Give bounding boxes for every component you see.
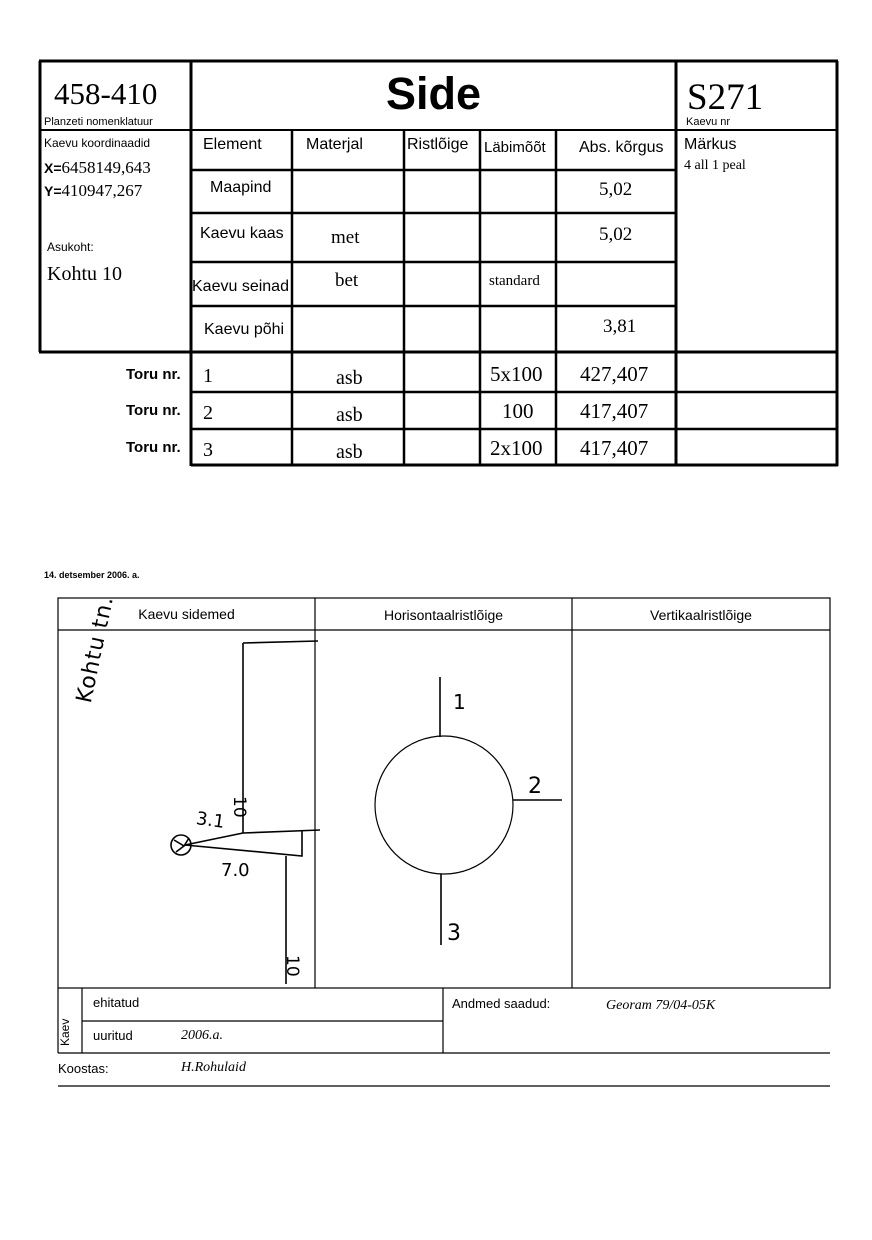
data-source-label: Andmed saadud: [452,996,551,1011]
data-source-value: Georam 79/04-05K [606,998,716,1013]
row-element: Kaevu põhi [204,321,285,338]
pipe-label: Toru nr. [126,366,181,383]
coords-label: Kaevu koordinaadid [44,136,151,150]
remarks-value: 4 all 1 peal [684,158,746,173]
row-element: Maapind [210,179,272,196]
pipe-diameter: 2x100 [490,436,543,460]
pipe-diameter: 100 [502,399,534,423]
y-coordinate [44,181,142,201]
built-label: ehitatud [93,995,140,1010]
page-title: Side [385,68,482,119]
y-value: 410947,267 [61,181,143,200]
pipe-3-label: 3 [447,921,461,946]
pipe-label: Toru nr. [126,439,181,456]
row-element: Kaevu kaas [200,225,284,242]
surveyed-label: uuritud [93,1028,133,1043]
street-label: Kohtu tn. [72,593,120,706]
dimension-label: 10 [229,796,249,818]
col-element: Element [203,136,262,153]
sketch-col-vertical: Vertikaalristlõige [650,607,752,623]
row-material: met [331,227,360,248]
pipe-1-label: 1 [453,690,466,714]
author-label: Koostas: [58,1061,109,1076]
x-label: X= [44,160,62,176]
row-diameter: standard [489,273,540,289]
pipe-abs-height: 417,407 [580,436,649,460]
sketch-col-connections: Kaevu sidemed [138,606,235,622]
pipe-material: asb [336,441,363,463]
pipe-material: asb [336,367,363,389]
pipe-material: asb [336,404,363,426]
pipe-diameter: 5x100 [490,362,543,386]
y-label: Y= [44,183,62,199]
pipe-number: 3 [203,439,213,461]
dimension-label: 3.1 [194,808,226,833]
pipe-2-label: 2 [528,774,542,799]
pipe-label: Toru nr. [126,402,181,419]
sheet-label: Planzeti nomenklatuur [44,116,153,128]
row-abs-height: 5,02 [599,224,633,245]
location-value: Kohtu 10 [47,263,122,285]
dimension-label: 10 [282,955,302,977]
document-date: 14. detsember 2006. a. [44,570,140,580]
well-label: Kaevu nr [686,116,731,128]
pipe-abs-height: 417,407 [580,399,649,423]
x-value: 6458149,643 [61,158,151,177]
author-value: H.Rohulaid [181,1060,246,1075]
well-number: S271 [687,77,764,118]
col-remarks: Märkus [684,136,737,153]
x-coordinate [44,158,151,178]
pipe-number: 1 [203,365,213,387]
surveyed-value: 2006.a. [181,1028,223,1043]
dimension-label: 7.0 [221,860,250,881]
row-material: bet [335,270,359,291]
sketch-col-horizontal: Horisontaalristlõige [383,607,504,623]
sheet-number: 458-410 [54,76,158,111]
location-label: Asukoht: [47,240,94,254]
pipe-number: 2 [203,402,213,424]
col-diameter: Läbimõõt [484,139,546,156]
row-abs-height: 3,81 [603,316,637,337]
col-section: Ristlõige [407,136,469,153]
pipe-abs-height: 427,407 [580,362,649,386]
row-abs-height: 5,02 [599,179,633,200]
col-material: Materjal [306,136,363,153]
col-abs-height: Abs. kõrgus [579,139,664,156]
horizontal-section-sketch [375,677,562,945]
footer-side-label: Kaev [58,1018,72,1046]
row-element: Kaevu seinad [192,278,289,295]
